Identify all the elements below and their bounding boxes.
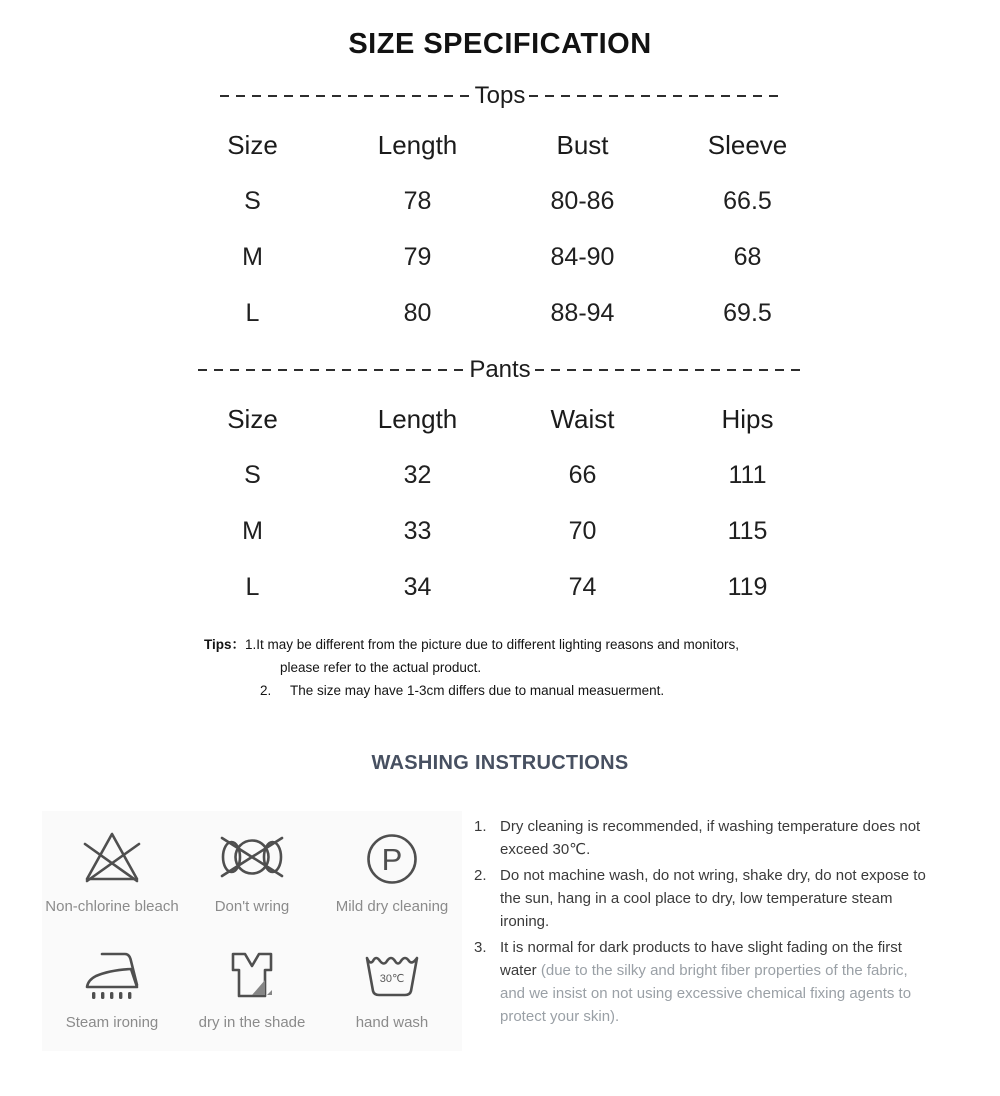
table-cell: 88-94 (550, 298, 615, 327)
tips-item-number: 2. (260, 683, 272, 698)
pants-separator-label: Pants (469, 356, 531, 383)
table-cell: 111 (728, 460, 767, 489)
table-cell: M (242, 516, 263, 545)
table-row (170, 559, 830, 615)
tops-separator (220, 81, 780, 111)
table-cell: 69.5 (723, 298, 772, 327)
pants-table (170, 391, 830, 615)
table-cell: 79 (403, 242, 432, 271)
tops-header-row (170, 117, 830, 173)
instruction-number: 3. (474, 939, 487, 956)
table-cell: S (244, 186, 261, 215)
svg-text:P: P (381, 842, 403, 877)
steam-ironing-icon (80, 943, 144, 1007)
dash-line (535, 369, 802, 371)
table-cell: L (245, 298, 260, 327)
care-icon-cell (182, 943, 322, 1031)
instruction-text: Do not machine wash, do not wring, shake dry, do not expose to the sun, hang in a cool place to dry, low temperature steam ironing. (500, 867, 926, 930)
table-cell: 74 (568, 572, 597, 601)
table-row (170, 285, 830, 341)
table-cell: 119 (727, 572, 768, 601)
svg-text:30℃: 30℃ (379, 973, 405, 985)
washing-instructions-title: WASHING INSTRUCTIONS (371, 752, 629, 774)
non-chlorine-bleach-icon (80, 827, 144, 891)
icon-label: dry in the shade (198, 1014, 306, 1031)
icon-label: Don't wring (214, 898, 290, 915)
page-title: SIZE SPECIFICATION (348, 28, 652, 60)
instruction-item (474, 815, 926, 861)
tips-label: Tips： (204, 637, 246, 652)
table-row (170, 447, 830, 503)
tips-text: 1.It may be different from the picture due to different lighting reasons and monitors, (245, 637, 740, 652)
care-icon-cell (322, 943, 462, 1031)
care-icon-cell (42, 827, 182, 915)
column-header: Hips (721, 403, 774, 434)
table-cell: 80-86 (550, 186, 615, 215)
instruction-main-text: It is normal for dark products to have slight fading on the first water (500, 939, 902, 979)
table-cell: L (245, 572, 260, 601)
care-icon-cell (322, 827, 462, 915)
care-icon-cell (182, 827, 322, 915)
column-header: Waist (550, 403, 615, 434)
icon-label: Mild dry cleaning (335, 898, 449, 915)
icon-label: Non-chlorine bleach (45, 898, 179, 915)
table-cell: 115 (727, 516, 768, 545)
instruction-number: 1. (474, 818, 487, 835)
column-header: Bust (556, 129, 609, 160)
table-cell: S (244, 460, 261, 489)
dash-line (198, 369, 465, 371)
column-header: Size (227, 129, 278, 160)
instruction-text: Dry cleaning is recommended, if washing temperature does not exceed 30℃. (500, 818, 921, 858)
instruction-note: (due to the silky and bright fiber properties of the fabric, and we insist on not using excessive chemical fixing agents to protect your skin). (500, 962, 912, 1025)
table-cell: 84-90 (550, 242, 615, 271)
tips-line (204, 633, 1000, 656)
instruction-item (474, 864, 926, 933)
dash-line (529, 95, 780, 97)
table-cell: 80 (403, 298, 432, 327)
column-header: Sleeve (707, 129, 788, 160)
instruction-item (474, 936, 926, 1028)
hand-wash-icon (360, 943, 424, 1007)
column-header: Length (377, 403, 458, 434)
dont-wring-icon (220, 827, 284, 891)
pants-separator (198, 355, 802, 385)
dry-in-the-shade-icon (220, 943, 284, 1007)
tips-line (204, 679, 1000, 702)
table-cell: 70 (568, 516, 597, 545)
pants-header-row (170, 391, 830, 447)
mild-dry-cleaning-icon (360, 827, 424, 891)
table-cell: 66.5 (723, 186, 772, 215)
tips-block (204, 633, 1000, 702)
instruction-text (500, 936, 926, 1028)
care-icon-cell (42, 943, 182, 1031)
tips-text: The size may have 1-3cm differs due to manual measuerment. (290, 683, 665, 698)
washing-section (0, 811, 1000, 1051)
care-icons-panel (42, 811, 462, 1051)
icon-label: Steam ironing (65, 1014, 159, 1031)
table-cell: 33 (403, 516, 432, 545)
table-cell: 34 (403, 572, 432, 601)
icon-label: hand wash (355, 1014, 429, 1031)
washing-instructions-list (474, 811, 926, 1051)
table-cell: 66 (568, 460, 597, 489)
dash-line (220, 95, 471, 97)
table-cell: 32 (403, 460, 432, 489)
table-row (170, 173, 830, 229)
table-cell: 78 (403, 186, 432, 215)
tips-line: please refer to the actual product. (280, 660, 482, 675)
tops-table (170, 117, 830, 341)
table-cell: 68 (733, 242, 762, 271)
table-cell: M (242, 242, 263, 271)
table-row (170, 503, 830, 559)
instruction-number: 2. (474, 867, 487, 884)
table-row (170, 229, 830, 285)
tops-separator-label: Tops (474, 82, 526, 109)
column-header: Length (377, 129, 458, 160)
column-header: Size (227, 403, 278, 434)
